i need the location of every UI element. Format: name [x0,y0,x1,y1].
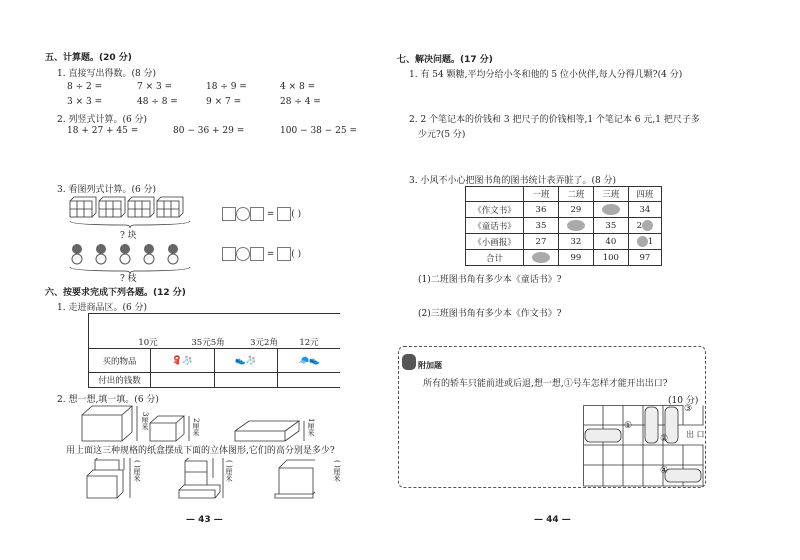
equals-sign: = [266,249,275,260]
book-stats-table [465,186,662,266]
table-cell: 97 [628,250,661,266]
mental-item: 7 × 3 = [137,82,173,92]
mental-item: 48 ÷ 8 = [137,97,178,107]
smudged-cell: 1 [628,234,661,250]
table-cell: 99 [558,250,593,266]
table-cell: 100 [593,250,628,266]
stacked-figures-picture [85,458,315,500]
table-cell: 34 [628,202,661,218]
row-header: 《作文书》 [466,202,524,218]
row-header: 合计 [466,250,524,266]
bonus-score: (10 分) [668,396,699,406]
item-pair: 🧢👟 [278,349,340,373]
unit-blank: ( ) [291,209,302,220]
mental-item: 8 ÷ 2 = [67,82,103,92]
vertical-item: 18 + 27 + 45 = [67,126,139,136]
r-question-1: 1. 有 54 颗糖,平均分给小冬和他的 5 位小伙伴,每人分得几颗?(4 分) [409,70,683,80]
price-scarf: 10元 [138,338,158,348]
blocks-label: ? 块 [120,231,137,241]
row-header: 《童话书》 [466,218,524,234]
item-pair: 🧣🧦 [151,349,215,373]
car-4-label[interactable]: ④ [660,466,669,476]
page-number-44: — 44 — [534,515,571,525]
col-header: 四班 [628,187,661,202]
box-height-label: 3厘米 [141,412,149,431]
smudged-cell [524,250,559,266]
mental-item: 18 ÷ 9 = [206,82,247,92]
vertical-item: 100 − 38 − 25 = [280,126,358,136]
section-6-title: 六、按要求完成下列各题。(12 分) [45,288,186,298]
flowers-label: ? 枝 [120,274,137,284]
question-1: 1. 直接写出得数。(8 分) [57,69,157,79]
table-cell: 32 [558,234,593,250]
s6-question-2: 2. 想一想,填一填。(6 分) [57,395,159,405]
s6-question-2-text: 用上面这三种规格的纸盒摆成下面的立体图形,它们的高分别是多少? [66,446,335,456]
question-3: 3. 看图列式计算。(6 分) [57,185,157,195]
table-cell: 35 [593,218,628,234]
mental-item: 9 × 7 = [206,97,242,107]
vertical-item: 80 − 36 + 29 = [173,126,245,136]
mental-item: 28 ÷ 4 = [280,97,321,107]
answer-cell[interactable] [151,373,215,388]
equation-blank-1[interactable] [222,207,301,221]
price-hat: 12元 [299,338,319,348]
box-height-label: 2厘米 [192,418,200,437]
mental-item: 3 × 3 = [67,97,103,107]
row-header: 《小画报》 [466,234,524,250]
shop-table [88,313,340,388]
height-blank[interactable]: ( )厘米 [133,460,141,482]
smudged-cell [593,202,628,218]
answer-cell[interactable] [278,373,340,388]
price-socks: 3元2角 [250,338,278,348]
r-question-2-cont: 少元?(5 分) [418,130,466,140]
exit-label: 出 口 [686,430,705,439]
col-header: 二班 [558,187,593,202]
section-5-title: 五、计算题。(20 分) [45,53,132,63]
row-paid-label: 付出的钱数 [89,373,151,388]
r-question-3: 3. 小风不小心把图书角的图书统计表弄脏了。(8 分) [409,176,617,186]
equals-sign: = [266,209,275,220]
sub-question-2: (2)三班图书角有多少本《作文书》? [418,309,562,319]
answer-cell[interactable] [214,373,278,388]
height-blank[interactable]: ( )厘米 [225,460,233,482]
table-cell: 35 [524,218,559,234]
price-shoes: 35元5角 [191,338,225,348]
section-7-title: 七、解决问题。(17 分) [397,55,493,65]
table-cell: 29 [558,202,593,218]
mental-item: 4 × 8 = [280,82,316,92]
table-cell [89,314,341,349]
smudged-cell [558,218,593,234]
page-number-43: — 43 — [186,515,223,525]
car-1-label[interactable]: ① [624,421,633,431]
bonus-question: 所有的轿车只能前进或后退,想一想,①号车怎样才能开出出口? [423,379,668,389]
col-header: 三班 [593,187,628,202]
question-2: 2. 列竖式计算。(6 分) [57,115,148,125]
row-bought-label: 买的物品 [89,349,151,373]
equation-blank-2[interactable] [222,247,301,261]
table-cell [466,187,524,202]
r-question-2: 2. 2 个笔记本的价钱和 3 把尺子的价钱相等,1 个笔记本 6 元,1 把尺子多 [409,115,700,125]
s6-question-1: 1. 走进商品区。(6 分) [57,303,148,313]
car-3-label[interactable]: ③ [684,404,693,414]
col-header: 一班 [524,187,559,202]
unit-blank: ( ) [291,249,302,260]
bonus-label: 附加题 [418,361,442,370]
table-cell: 40 [593,234,628,250]
smudged-cell: 2 [628,218,661,234]
car-2-label[interactable]: ② [660,434,669,444]
parking-grid[interactable] [583,405,705,487]
item-pair: 👟🧦 [214,349,278,373]
table-cell: 36 [524,202,559,218]
sub-question-1: (1)二班图书角有多少本《童话书》? [418,275,562,285]
table-cell: 27 [524,234,559,250]
box-height-label: 1厘米 [307,418,315,437]
height-blank[interactable]: ( )厘米 [333,460,341,482]
robot-mascot-icon [402,354,416,370]
